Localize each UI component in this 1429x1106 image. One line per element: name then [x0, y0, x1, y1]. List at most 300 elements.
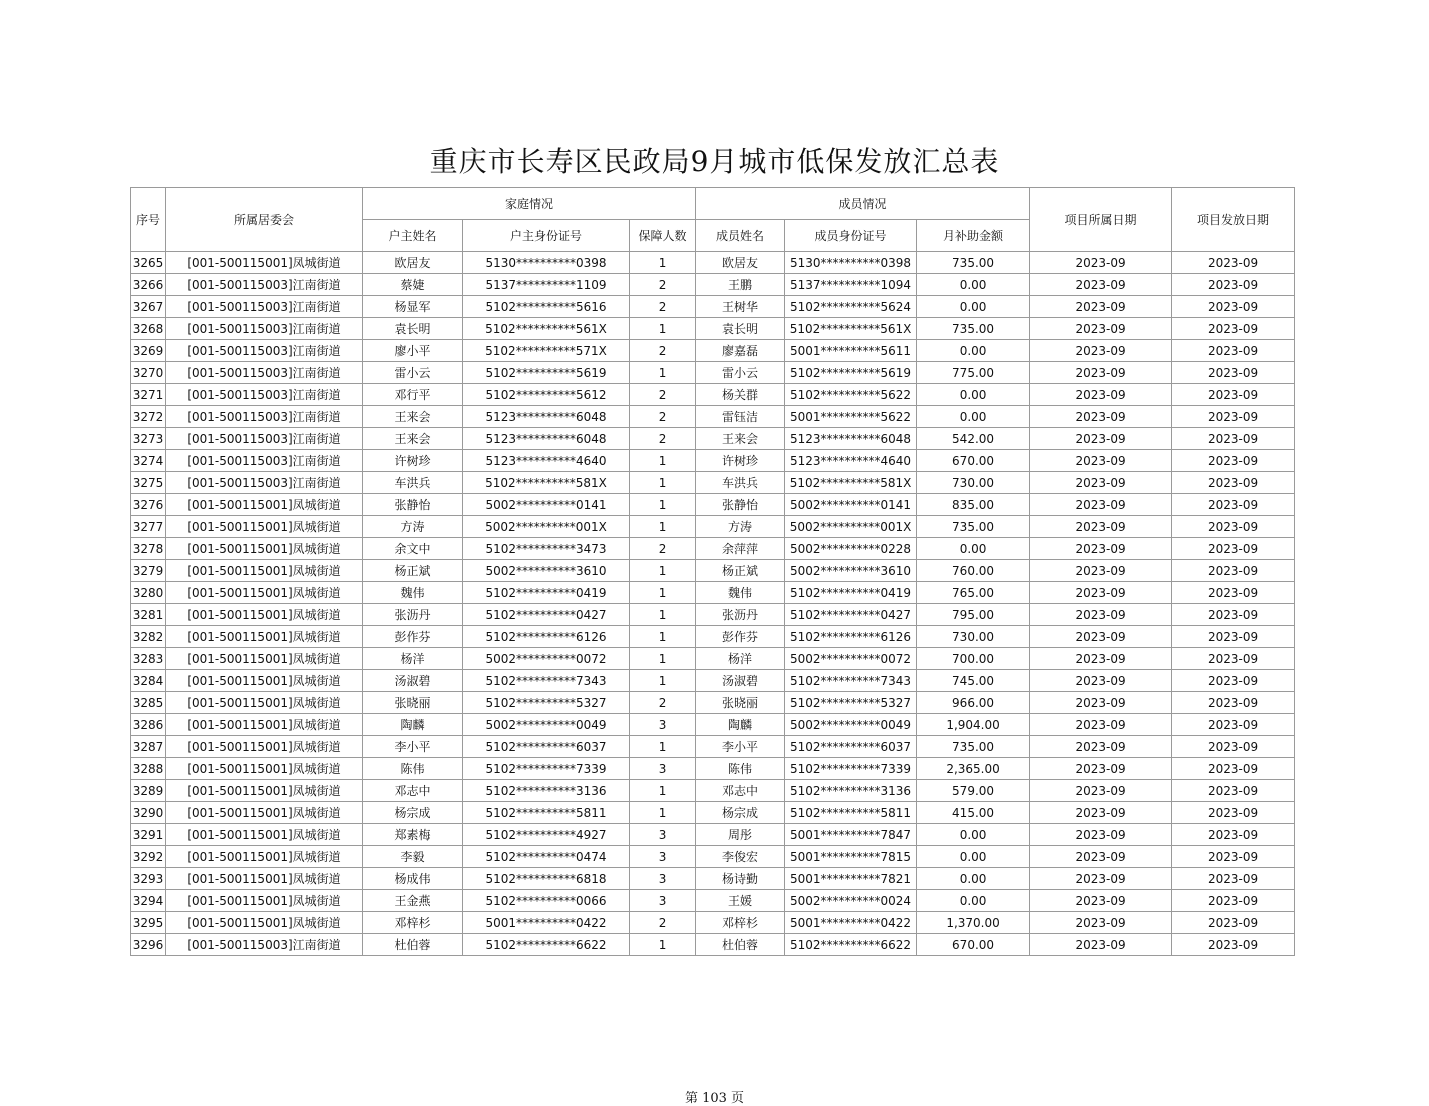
cell-member-name: 车洪兵: [696, 472, 785, 494]
cell-monthly-amount: 0.00: [917, 296, 1030, 318]
cell-head-name: 方涛: [363, 516, 463, 538]
cell-member-name: 张晓丽: [696, 692, 785, 714]
cell-insured-count: 1: [630, 318, 696, 340]
page-number: 第 103 页: [684, 1091, 745, 1106]
cell-monthly-amount: 415.00: [917, 802, 1030, 824]
cell-member-name: 汤淑碧: [696, 670, 785, 692]
cell-seq: 3268: [131, 318, 166, 340]
cell-seq: 3295: [131, 912, 166, 934]
table-row: [131, 868, 1295, 890]
cell-seq: 3285: [131, 692, 166, 714]
header-issue-date: 项目发放日期: [1172, 188, 1295, 252]
cell-issue-date: 2023-09: [1172, 780, 1295, 802]
cell-committee: [001-500115001]凤城街道: [166, 802, 363, 824]
cell-member-id: 5123**********4640: [785, 450, 917, 472]
cell-head-name: 郑素梅: [363, 824, 463, 846]
table-row: [131, 780, 1295, 802]
cell-head-name: 蔡婕: [363, 274, 463, 296]
cell-head-id: 5102**********6037: [463, 736, 630, 758]
cell-committee: [001-500115001]凤城街道: [166, 648, 363, 670]
table-row: [131, 494, 1295, 516]
cell-monthly-amount: 700.00: [917, 648, 1030, 670]
cell-seq: 3274: [131, 450, 166, 472]
cell-monthly-amount: 765.00: [917, 582, 1030, 604]
cell-member-id: 5102**********7343: [785, 670, 917, 692]
cell-head-id: 5102**********3136: [463, 780, 630, 802]
cell-member-name: 雷小云: [696, 362, 785, 384]
table-header: [131, 188, 1295, 252]
cell-member-id: 5002**********0141: [785, 494, 917, 516]
cell-project-date: 2023-09: [1030, 582, 1172, 604]
cell-committee: [001-500115003]江南街道: [166, 362, 363, 384]
cell-committee: [001-500115001]凤城街道: [166, 538, 363, 560]
cell-head-name: 王金燕: [363, 890, 463, 912]
cell-committee: [001-500115001]凤城街道: [166, 846, 363, 868]
table-row: [131, 758, 1295, 780]
cell-monthly-amount: 775.00: [917, 362, 1030, 384]
cell-member-id: 5137**********1094: [785, 274, 917, 296]
cell-seq: 3265: [131, 252, 166, 274]
cell-project-date: 2023-09: [1030, 384, 1172, 406]
table-row: [131, 340, 1295, 362]
cell-project-date: 2023-09: [1030, 670, 1172, 692]
cell-monthly-amount: 0.00: [917, 340, 1030, 362]
header-head-name: 户主姓名: [363, 220, 463, 252]
cell-committee: [001-500115003]江南街道: [166, 384, 363, 406]
table-row: [131, 912, 1295, 934]
cell-member-id: 5102**********5327: [785, 692, 917, 714]
cell-member-id: 5102**********5619: [785, 362, 917, 384]
cell-head-id: 5102**********6818: [463, 868, 630, 890]
cell-project-date: 2023-09: [1030, 824, 1172, 846]
cell-project-date: 2023-09: [1030, 252, 1172, 274]
cell-insured-count: 3: [630, 824, 696, 846]
cell-member-id: 5002**********0228: [785, 538, 917, 560]
cell-monthly-amount: 0.00: [917, 846, 1030, 868]
table-row: [131, 560, 1295, 582]
cell-member-id: 5002**********0049: [785, 714, 917, 736]
cell-insured-count: 2: [630, 428, 696, 450]
cell-member-name: 陈伟: [696, 758, 785, 780]
cell-insured-count: 1: [630, 582, 696, 604]
cell-monthly-amount: 760.00: [917, 560, 1030, 582]
table-row: [131, 846, 1295, 868]
cell-seq: 3266: [131, 274, 166, 296]
cell-project-date: 2023-09: [1030, 868, 1172, 890]
cell-issue-date: 2023-09: [1172, 648, 1295, 670]
cell-project-date: 2023-09: [1030, 494, 1172, 516]
cell-committee: [001-500115001]凤城街道: [166, 714, 363, 736]
cell-member-name: 周彤: [696, 824, 785, 846]
table-row: [131, 714, 1295, 736]
cell-committee: [001-500115001]凤城街道: [166, 494, 363, 516]
cell-seq: 3290: [131, 802, 166, 824]
cell-insured-count: 2: [630, 912, 696, 934]
cell-head-id: 5102**********0419: [463, 582, 630, 604]
table-row: [131, 252, 1295, 274]
cell-head-id: 5102**********0066: [463, 890, 630, 912]
cell-head-name: 邓志中: [363, 780, 463, 802]
cell-insured-count: 1: [630, 472, 696, 494]
cell-issue-date: 2023-09: [1172, 538, 1295, 560]
cell-head-id: 5102**********581X: [463, 472, 630, 494]
header-head-id: 户主身份证号: [463, 220, 630, 252]
cell-head-name: 杨显军: [363, 296, 463, 318]
cell-head-id: 5102**********5327: [463, 692, 630, 714]
cell-seq: 3273: [131, 428, 166, 450]
header-insured-count: 保障人数: [630, 220, 696, 252]
cell-head-name: 陈伟: [363, 758, 463, 780]
cell-seq: 3279: [131, 560, 166, 582]
cell-head-id: 5002**********0049: [463, 714, 630, 736]
cell-insured-count: 1: [630, 604, 696, 626]
cell-member-id: 5130**********0398: [785, 252, 917, 274]
table-row: [131, 692, 1295, 714]
cell-head-id: 5102**********7339: [463, 758, 630, 780]
cell-insured-count: 2: [630, 340, 696, 362]
cell-head-name: 王来会: [363, 428, 463, 450]
cell-committee: [001-500115001]凤城街道: [166, 758, 363, 780]
cell-head-id: 5102**********4927: [463, 824, 630, 846]
cell-head-name: 杨成伟: [363, 868, 463, 890]
cell-head-name: 许树珍: [363, 450, 463, 472]
table-row: [131, 318, 1295, 340]
cell-project-date: 2023-09: [1030, 472, 1172, 494]
cell-insured-count: 1: [630, 648, 696, 670]
cell-seq: 3278: [131, 538, 166, 560]
cell-issue-date: 2023-09: [1172, 450, 1295, 472]
cell-seq: 3280: [131, 582, 166, 604]
cell-monthly-amount: 795.00: [917, 604, 1030, 626]
cell-monthly-amount: 735.00: [917, 318, 1030, 340]
cell-committee: [001-500115001]凤城街道: [166, 252, 363, 274]
cell-monthly-amount: 966.00: [917, 692, 1030, 714]
cell-issue-date: 2023-09: [1172, 670, 1295, 692]
cell-insured-count: 3: [630, 846, 696, 868]
table-row: [131, 626, 1295, 648]
cell-monthly-amount: 1,370.00: [917, 912, 1030, 934]
cell-head-name: 魏伟: [363, 582, 463, 604]
cell-head-id: 5102**********0427: [463, 604, 630, 626]
cell-committee: [001-500115003]江南街道: [166, 934, 363, 956]
cell-monthly-amount: 735.00: [917, 736, 1030, 758]
cell-committee: [001-500115001]凤城街道: [166, 516, 363, 538]
cell-project-date: 2023-09: [1030, 692, 1172, 714]
cell-insured-count: 1: [630, 252, 696, 274]
cell-project-date: 2023-09: [1030, 406, 1172, 428]
cell-project-date: 2023-09: [1030, 538, 1172, 560]
cell-member-id: 5002**********0024: [785, 890, 917, 912]
cell-head-id: 5002**********001X: [463, 516, 630, 538]
cell-member-name: 王媛: [696, 890, 785, 912]
cell-monthly-amount: 835.00: [917, 494, 1030, 516]
cell-member-id: 5001**********5611: [785, 340, 917, 362]
cell-issue-date: 2023-09: [1172, 516, 1295, 538]
cell-head-name: 廖小平: [363, 340, 463, 362]
cell-head-id: 5102**********571X: [463, 340, 630, 362]
cell-committee: [001-500115001]凤城街道: [166, 560, 363, 582]
cell-member-id: 5123**********6048: [785, 428, 917, 450]
cell-project-date: 2023-09: [1030, 296, 1172, 318]
table-row: [131, 450, 1295, 472]
cell-head-name: 邓梓杉: [363, 912, 463, 934]
cell-insured-count: 1: [630, 934, 696, 956]
cell-project-date: 2023-09: [1030, 714, 1172, 736]
cell-monthly-amount: 0.00: [917, 538, 1030, 560]
cell-issue-date: 2023-09: [1172, 912, 1295, 934]
cell-monthly-amount: 0.00: [917, 890, 1030, 912]
table-row: [131, 582, 1295, 604]
table-row: [131, 670, 1295, 692]
cell-member-id: 5102**********5811: [785, 802, 917, 824]
cell-member-id: 5002**********0072: [785, 648, 917, 670]
cell-insured-count: 2: [630, 406, 696, 428]
cell-member-id: 5102**********561X: [785, 318, 917, 340]
cell-committee: [001-500115003]江南街道: [166, 318, 363, 340]
cell-issue-date: 2023-09: [1172, 758, 1295, 780]
cell-committee: [001-500115001]凤城街道: [166, 582, 363, 604]
cell-monthly-amount: 730.00: [917, 626, 1030, 648]
cell-insured-count: 3: [630, 758, 696, 780]
cell-committee: [001-500115001]凤城街道: [166, 670, 363, 692]
cell-insured-count: 3: [630, 890, 696, 912]
cell-head-name: 杨宗成: [363, 802, 463, 824]
cell-head-name: 李毅: [363, 846, 463, 868]
cell-head-id: 5002**********3610: [463, 560, 630, 582]
cell-insured-count: 2: [630, 538, 696, 560]
cell-seq: 3283: [131, 648, 166, 670]
cell-insured-count: 3: [630, 868, 696, 890]
cell-project-date: 2023-09: [1030, 912, 1172, 934]
cell-head-id: 5102**********5616: [463, 296, 630, 318]
cell-seq: 3292: [131, 846, 166, 868]
cell-member-name: 彭作芬: [696, 626, 785, 648]
cell-member-id: 5001**********5622: [785, 406, 917, 428]
table-row: [131, 648, 1295, 670]
cell-monthly-amount: 730.00: [917, 472, 1030, 494]
cell-head-id: 5123**********6048: [463, 428, 630, 450]
cell-head-id: 5123**********4640: [463, 450, 630, 472]
cell-seq: 3294: [131, 890, 166, 912]
cell-monthly-amount: 1,904.00: [917, 714, 1030, 736]
cell-committee: [001-500115001]凤城街道: [166, 868, 363, 890]
table-body: [131, 252, 1295, 956]
cell-head-id: 5102**********5612: [463, 384, 630, 406]
cell-seq: 3289: [131, 780, 166, 802]
cell-committee: [001-500115001]凤城街道: [166, 890, 363, 912]
cell-insured-count: 1: [630, 362, 696, 384]
page-title: 重庆市长寿区民政局9月城市低保发放汇总表: [429, 145, 1000, 178]
cell-monthly-amount: 542.00: [917, 428, 1030, 450]
cell-member-name: 邓梓杉: [696, 912, 785, 934]
cell-member-name: 张静怡: [696, 494, 785, 516]
table-row: [131, 802, 1295, 824]
cell-insured-count: 3: [630, 714, 696, 736]
cell-member-id: 5002**********3610: [785, 560, 917, 582]
cell-issue-date: 2023-09: [1172, 560, 1295, 582]
cell-monthly-amount: 670.00: [917, 450, 1030, 472]
cell-project-date: 2023-09: [1030, 934, 1172, 956]
cell-member-id: 5002**********001X: [785, 516, 917, 538]
cell-member-name: 杨诗勤: [696, 868, 785, 890]
cell-project-date: 2023-09: [1030, 736, 1172, 758]
table-row: [131, 736, 1295, 758]
cell-head-id: 5137**********1109: [463, 274, 630, 296]
cell-member-name: 杨正斌: [696, 560, 785, 582]
cell-member-id: 5001**********7821: [785, 868, 917, 890]
cell-seq: 3269: [131, 340, 166, 362]
cell-project-date: 2023-09: [1030, 362, 1172, 384]
cell-member-name: 王鹏: [696, 274, 785, 296]
cell-member-id: 5001**********7847: [785, 824, 917, 846]
cell-head-id: 5001**********0422: [463, 912, 630, 934]
cell-project-date: 2023-09: [1030, 758, 1172, 780]
cell-head-id: 5123**********6048: [463, 406, 630, 428]
cell-seq: 3276: [131, 494, 166, 516]
cell-committee: [001-500115001]凤城街道: [166, 626, 363, 648]
cell-issue-date: 2023-09: [1172, 736, 1295, 758]
cell-head-id: 5102**********6622: [463, 934, 630, 956]
cell-issue-date: 2023-09: [1172, 604, 1295, 626]
cell-project-date: 2023-09: [1030, 516, 1172, 538]
cell-head-name: 余文中: [363, 538, 463, 560]
cell-member-name: 陶麟: [696, 714, 785, 736]
cell-head-id: 5102**********0474: [463, 846, 630, 868]
table-row: [131, 824, 1295, 846]
cell-issue-date: 2023-09: [1172, 384, 1295, 406]
cell-head-name: 杨正斌: [363, 560, 463, 582]
cell-head-id: 5102**********6126: [463, 626, 630, 648]
cell-head-id: 5002**********0072: [463, 648, 630, 670]
cell-committee: [001-500115001]凤城街道: [166, 736, 363, 758]
cell-member-id: 5102**********5622: [785, 384, 917, 406]
cell-member-name: 许树珍: [696, 450, 785, 472]
cell-member-name: 欧居友: [696, 252, 785, 274]
table-row: [131, 428, 1295, 450]
cell-head-name: 张沥丹: [363, 604, 463, 626]
table-row: [131, 296, 1295, 318]
cell-seq: 3291: [131, 824, 166, 846]
cell-insured-count: 2: [630, 296, 696, 318]
table-row: [131, 604, 1295, 626]
cell-committee: [001-500115001]凤城街道: [166, 604, 363, 626]
cell-committee: [001-500115003]江南街道: [166, 296, 363, 318]
cell-issue-date: 2023-09: [1172, 494, 1295, 516]
table-row: [131, 406, 1295, 428]
cell-member-name: 杨洋: [696, 648, 785, 670]
cell-member-name: 张沥丹: [696, 604, 785, 626]
cell-insured-count: 1: [630, 516, 696, 538]
cell-member-id: 5001**********0422: [785, 912, 917, 934]
cell-head-name: 杜伯蓉: [363, 934, 463, 956]
cell-project-date: 2023-09: [1030, 626, 1172, 648]
cell-member-name: 王来会: [696, 428, 785, 450]
cell-head-id: 5102**********561X: [463, 318, 630, 340]
cell-head-name: 李小平: [363, 736, 463, 758]
header-monthly-amount: 月补助金额: [917, 220, 1030, 252]
cell-monthly-amount: 745.00: [917, 670, 1030, 692]
cell-member-name: 廖嘉磊: [696, 340, 785, 362]
table-row: [131, 934, 1295, 956]
cell-committee: [001-500115001]凤城街道: [166, 692, 363, 714]
cell-head-name: 汤淑碧: [363, 670, 463, 692]
cell-member-id: 5102**********6126: [785, 626, 917, 648]
cell-seq: 3271: [131, 384, 166, 406]
cell-member-name: 魏伟: [696, 582, 785, 604]
cell-insured-count: 1: [630, 626, 696, 648]
cell-issue-date: 2023-09: [1172, 626, 1295, 648]
cell-issue-date: 2023-09: [1172, 296, 1295, 318]
cell-member-name: 杜伯蓉: [696, 934, 785, 956]
cell-seq: 3281: [131, 604, 166, 626]
table-row: [131, 362, 1295, 384]
cell-seq: 3277: [131, 516, 166, 538]
cell-head-name: 欧居友: [363, 252, 463, 274]
cell-head-name: 王来会: [363, 406, 463, 428]
cell-monthly-amount: 579.00: [917, 780, 1030, 802]
cell-seq: 3275: [131, 472, 166, 494]
cell-head-name: 彭作芬: [363, 626, 463, 648]
cell-member-id: 5102**********7339: [785, 758, 917, 780]
cell-issue-date: 2023-09: [1172, 846, 1295, 868]
cell-member-name: 杨关群: [696, 384, 785, 406]
cell-issue-date: 2023-09: [1172, 890, 1295, 912]
cell-committee: [001-500115001]凤城街道: [166, 780, 363, 802]
cell-member-name: 余萍萍: [696, 538, 785, 560]
table-row: [131, 538, 1295, 560]
cell-monthly-amount: 735.00: [917, 516, 1030, 538]
table-row: [131, 516, 1295, 538]
cell-insured-count: 1: [630, 780, 696, 802]
cell-insured-count: 1: [630, 494, 696, 516]
cell-head-id: 5102**********7343: [463, 670, 630, 692]
cell-head-id: 5102**********3473: [463, 538, 630, 560]
cell-committee: [001-500115003]江南街道: [166, 406, 363, 428]
cell-issue-date: 2023-09: [1172, 824, 1295, 846]
cell-member-id: 5102**********5624: [785, 296, 917, 318]
cell-member-id: 5102**********6037: [785, 736, 917, 758]
cell-head-name: 张晓丽: [363, 692, 463, 714]
cell-member-name: 雷钰洁: [696, 406, 785, 428]
cell-monthly-amount: 2,365.00: [917, 758, 1030, 780]
cell-member-id: 5001**********7815: [785, 846, 917, 868]
cell-committee: [001-500115003]江南街道: [166, 450, 363, 472]
cell-issue-date: 2023-09: [1172, 428, 1295, 450]
table-row: [131, 890, 1295, 912]
cell-project-date: 2023-09: [1030, 560, 1172, 582]
report-table: [130, 187, 1295, 956]
cell-project-date: 2023-09: [1030, 780, 1172, 802]
cell-issue-date: 2023-09: [1172, 692, 1295, 714]
cell-project-date: 2023-09: [1030, 604, 1172, 626]
cell-issue-date: 2023-09: [1172, 934, 1295, 956]
table-row: [131, 472, 1295, 494]
cell-insured-count: 2: [630, 274, 696, 296]
cell-project-date: 2023-09: [1030, 802, 1172, 824]
cell-head-name: 杨洋: [363, 648, 463, 670]
cell-project-date: 2023-09: [1030, 340, 1172, 362]
cell-insured-count: 1: [630, 560, 696, 582]
cell-head-name: 雷小云: [363, 362, 463, 384]
cell-issue-date: 2023-09: [1172, 582, 1295, 604]
cell-head-name: 邓行平: [363, 384, 463, 406]
cell-issue-date: 2023-09: [1172, 318, 1295, 340]
cell-project-date: 2023-09: [1030, 274, 1172, 296]
cell-head-id: 5002**********0141: [463, 494, 630, 516]
cell-seq: 3272: [131, 406, 166, 428]
cell-committee: [001-500115001]凤城街道: [166, 824, 363, 846]
cell-head-name: 陶麟: [363, 714, 463, 736]
